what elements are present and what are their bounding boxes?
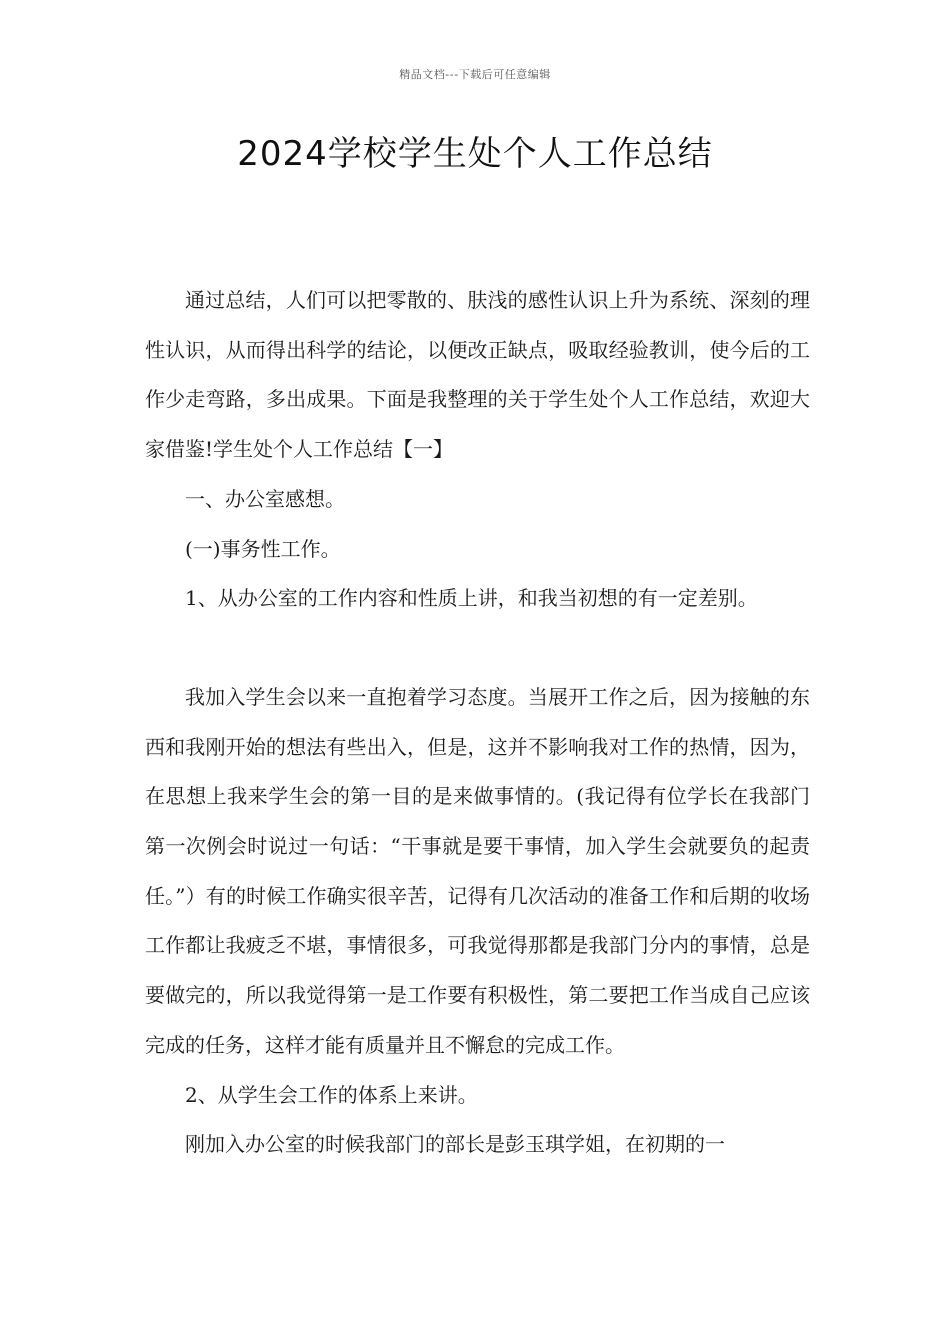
paragraph-section-heading: 一、办公室感想。 <box>185 486 345 511</box>
paragraph-continuation: 刚加入办公室的时候我部门的部长是彭玉琪学姐，在初期的一 <box>185 1132 725 1157</box>
paragraph-intro: 通过总结，人们可以把零散的、肤浅的感性认识上升为系统、深刻的理性认识，从而得出科学的结论，以便改正缺点，吸取经验教训，使今后的工作少走弯路，多出成果。下面是我整理的关于学生处个人工作总结，欢迎大家借鉴!学生处个人工作总结【一】 <box>145 288 810 462</box>
document-body <box>145 276 810 1170</box>
paragraph-point-2: 2、从学生会工作的体系上来讲。 <box>185 1082 478 1107</box>
paragraph-subsection-heading: (一)事务性工作。 <box>185 536 341 561</box>
header-note: 精品文档---下载后可任意编辑 <box>399 68 551 81</box>
document-title: 2024学校学生处个人工作总结 <box>237 134 713 174</box>
paragraph-reflection: 我加入学生会以来一直抱着学习态度。当展开工作之后，因为接触的东西和我刚开始的想法有些出入，但是，这并不影响我对工作的热情，因为，在思想上我来学生会的第一目的是来做事情的。(我记得有位学长在我部门第一次例会时说过一句话：“干事就是要干事情，加入学生会就要负的起责任。”）有的时候工作确实很辛苦，记得有几次活动的准备工作和后期的收场工作都让我疲乏不堪，事情很多，可我觉得那都是我部门分内的事情，总是要做完的，所以我觉得第一是工作要有积极性，第二要把工作当成自己应该完成的任务，这样才能有质量并且不懈怠的完成工作。 <box>145 684 810 1057</box>
paragraph-point-1: 1、从办公室的工作内容和性质上讲，和我当初想的有一定差别。 <box>185 586 758 611</box>
